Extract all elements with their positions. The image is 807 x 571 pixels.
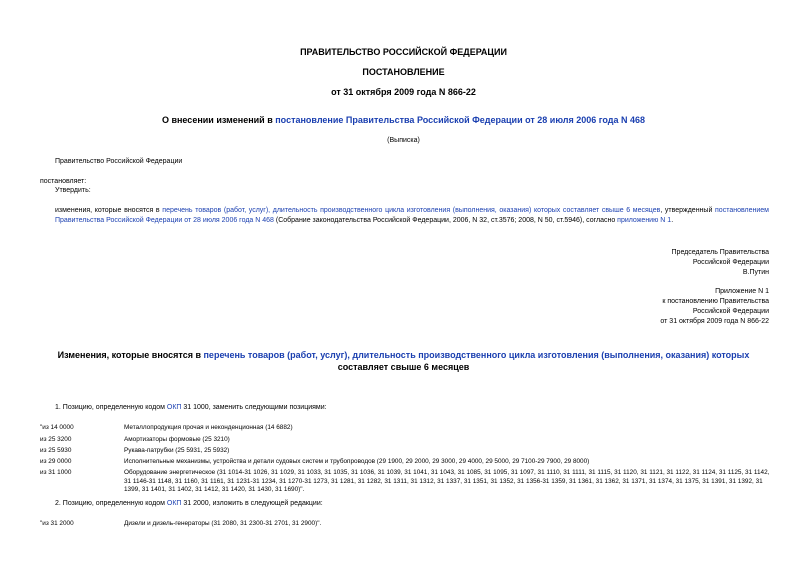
okp-link-2[interactable]: ОКП: [166, 500, 182, 507]
changes-title-line2: составляет свыше 6 месяцев: [337, 362, 470, 372]
changes-list-link[interactable]: перечень товаров (работ, услуг), длительность производственного цикла изготовления (выполнения, оказания) которых: [203, 350, 750, 360]
signature-title: Председатель Правительства: [671, 249, 769, 256]
appendix-block: [660, 287, 769, 327]
item-2-suffix: 31 2000, изложить в следующей редакции:: [181, 500, 323, 507]
changes-title: [0, 349, 807, 373]
row-code: "из 31 2000: [40, 520, 74, 527]
document-type: ПОСТАНОВЛЕНИЕ: [362, 67, 445, 77]
row-code: из 25 3200: [40, 436, 72, 443]
appendix-number: Приложение N 1: [715, 288, 769, 295]
para-mid2: (Собрание законодательства Российской Федерации, 2006, N 32, ст.3576; 2008, N 50, ст.5946), согласно: [273, 217, 618, 224]
item-2-prefix: 2. Позицию, определенную кодом: [55, 500, 167, 507]
signature-name: В.Путин: [742, 269, 769, 276]
item-2: [55, 499, 323, 508]
row-code: из 31 1000: [40, 469, 72, 476]
signature-block: [672, 248, 769, 278]
decides-line: постановляет:: [40, 178, 87, 185]
row-desc: Исполнительные механизмы, устройства и детали судовых систем и трубопроводов (29 1900, 29 2000, 29 3000, 29 4000, 29 5000, 29 7100-29 7900, 29 8000): [124, 458, 590, 465]
extract-note: (Выписка): [387, 137, 420, 144]
row-desc: Металлопродукция прочая и неконденционная (14 6882): [124, 424, 293, 431]
row-code: из 29 0000: [40, 458, 72, 465]
okp-link-1[interactable]: ОКП: [166, 404, 182, 411]
row-desc: Оборудование энергетическое (31 1014-31 1026, 31 1029, 31 1033, 31 1035, 31 1036, 31 1039, 31 1041, 31 1043, 31 1085, 31 1095, 31 1097, 31 1110, 31 1111, 31 1115, 31 1120, 31 1121, 31 1122, 31 1124, 31 1125, 31 1142, 31 1146-31 1148, 31 1160, 31 1161, 31 1231-31 1234, 31 1270-31 1273, 31 1281, 31 1282, 31 1311, 31 1312, 31 1337, 31 1351, 31 1352, 31 1356-31 1359, 31 1361, 31 1362, 31 1371, 31 1374, 31 1375, 31 1391, 31 1392, 31 1399, 31 1401, 31 1402, 31 1412, 31 1420, 31 1430, 31 1690)".: [124, 469, 770, 494]
document-title: [0, 115, 807, 125]
appendix-date: от 31 октября 2009 года N 866-22: [660, 318, 769, 325]
row-desc: Дизели и дизель-генераторы (31 2080, 31 2300-31 2701, 31 2900)".: [124, 520, 322, 527]
document-date-number: от 31 октября 2009 года N 866-22: [331, 87, 476, 97]
appendix-country: Российской Федерации: [692, 308, 769, 315]
government-heading: ПРАВИТЕЛЬСТВО РОССИЙСКОЙ ФЕДЕРАЦИИ: [300, 47, 507, 57]
appendix-1-link[interactable]: приложению N 1: [617, 217, 672, 224]
row-desc: Рукава-патрубки (25 5931, 25 5932): [124, 447, 230, 454]
government-line: Правительство Российской Федерации: [55, 158, 183, 165]
approve-line: Утвердить:: [55, 187, 91, 194]
appendix-ref: к постановлению Правительства: [662, 298, 769, 305]
signature-country: Российской Федерации: [692, 259, 769, 266]
para-mid: , утвержденный: [660, 207, 716, 214]
resolution-468-link[interactable]: постановлением Правительства Российской Федерации от 28 июля 2006 года N 468: [55, 207, 769, 224]
title-law-link[interactable]: постановление Правительства Российской Федерации от 28 июля 2006 года N 468: [275, 115, 646, 125]
item-1: [55, 403, 327, 412]
row-code: "из 14 0000: [40, 424, 74, 431]
item-1-suffix: 31 1000, заменить следующими позициями:: [181, 404, 327, 411]
para-start: изменения, которые вносятся в: [55, 207, 163, 214]
changes-title-prefix: Изменения, которые вносятся в: [57, 350, 204, 360]
row-code: из 25 5930: [40, 447, 72, 454]
list-goods-link[interactable]: перечень товаров (работ, услуг), длительность производственного цикла изготовления (выполнения, оказания) которых составляет свыше 6 месяцев: [162, 207, 661, 214]
item-1-prefix: 1. Позицию, определенную кодом: [55, 404, 167, 411]
para-end: .: [671, 217, 674, 224]
title-prefix: О внесении изменений в: [161, 115, 276, 125]
row-desc: Амортизаторы формовые (25 3210): [124, 436, 230, 443]
main-paragraph: [55, 206, 769, 226]
